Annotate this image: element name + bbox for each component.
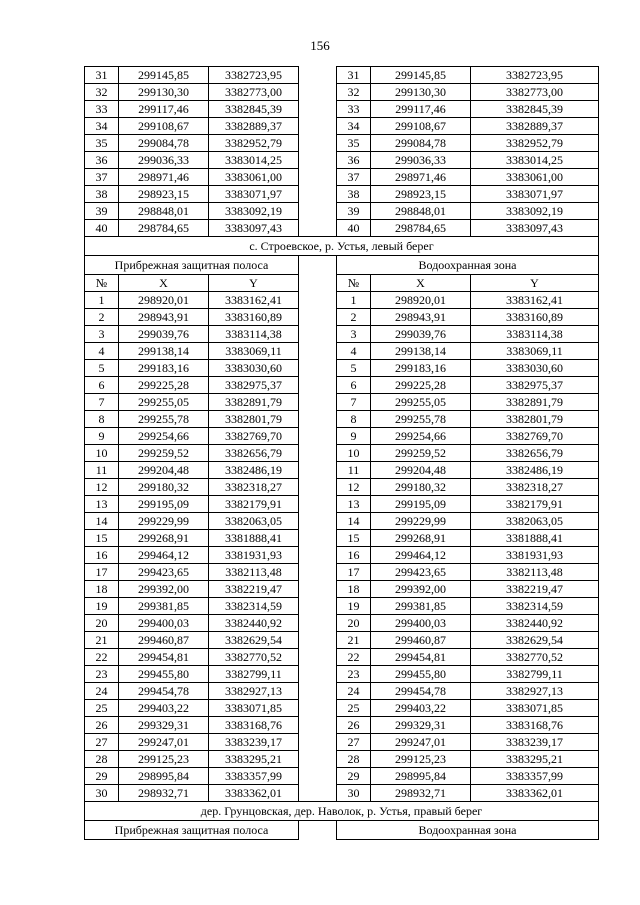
coord-x-left: 299125,23 [119, 751, 209, 768]
row-number-left: 30 [85, 785, 119, 802]
coord-y-left: 3382927,13 [209, 683, 299, 700]
coord-x-right: 299400,03 [371, 615, 471, 632]
top-rows [85, 67, 599, 237]
row-number-right: 33 [337, 101, 371, 118]
coord-y-left: 3383071,85 [209, 700, 299, 717]
coord-y-left: 3383295,21 [209, 751, 299, 768]
coord-y-left: 3382219,47 [209, 581, 299, 598]
table-row [85, 547, 599, 564]
row-number-right: 7 [337, 394, 371, 411]
row-number-right: 36 [337, 152, 371, 169]
coord-x-right: 299454,78 [371, 683, 471, 700]
row-number-left: 27 [85, 734, 119, 751]
row-number-left: 3 [85, 326, 119, 343]
coordinates-table [84, 66, 599, 840]
coord-x-right: 299117,46 [371, 101, 471, 118]
coord-y-right: 3383162,41 [471, 292, 599, 309]
coord-y-left: 3383071,97 [209, 186, 299, 203]
coord-x-right: 299423,65 [371, 564, 471, 581]
coord-x-right: 298920,01 [371, 292, 471, 309]
row-number-left: 22 [85, 649, 119, 666]
coord-x-right: 299229,99 [371, 513, 471, 530]
coord-x-right: 299454,81 [371, 649, 471, 666]
coord-y-right: 3383239,17 [471, 734, 599, 751]
coord-y-left: 3383357,99 [209, 768, 299, 785]
table-row [85, 309, 599, 326]
row-number-left: 32 [85, 84, 119, 101]
coord-y-right: 3383168,76 [471, 717, 599, 734]
coord-y-right: 3383092,19 [471, 203, 599, 220]
coord-y-right: 3382975,37 [471, 377, 599, 394]
row-number-left: 35 [85, 135, 119, 152]
coord-y-left: 3382952,79 [209, 135, 299, 152]
coord-x-right: 299455,80 [371, 666, 471, 683]
coord-x-right: 299247,01 [371, 734, 471, 751]
coord-y-right: 3382891,79 [471, 394, 599, 411]
coord-y-right: 3382723,95 [471, 67, 599, 84]
coord-x-right: 298848,01 [371, 203, 471, 220]
table-row [85, 717, 599, 734]
row-number-left: 31 [85, 67, 119, 84]
section1-rows [85, 292, 599, 802]
coord-x-left: 299195,09 [119, 496, 209, 513]
section1-header [85, 237, 599, 292]
coord-y-right: 3383071,85 [471, 700, 599, 717]
coord-x-left: 299259,52 [119, 445, 209, 462]
row-number-left: 28 [85, 751, 119, 768]
row-number-left: 19 [85, 598, 119, 615]
row-number-right: 12 [337, 479, 371, 496]
row-number-left: 15 [85, 530, 119, 547]
row-number-right: 23 [337, 666, 371, 683]
coord-y-right: 3383030,60 [471, 360, 599, 377]
row-number-right: 34 [337, 118, 371, 135]
coord-y-right: 3383014,25 [471, 152, 599, 169]
table-row [85, 326, 599, 343]
coord-y-left: 3382889,37 [209, 118, 299, 135]
coord-x-right: 299381,85 [371, 598, 471, 615]
coord-x-right: 299464,12 [371, 547, 471, 564]
table-row [85, 292, 599, 309]
row-number-right: 19 [337, 598, 371, 615]
table-row [85, 632, 599, 649]
coord-x-left: 299454,81 [119, 649, 209, 666]
table-row [85, 462, 599, 479]
coord-x-left: 299036,33 [119, 152, 209, 169]
coord-y-right: 3382952,79 [471, 135, 599, 152]
row-number-right: 5 [337, 360, 371, 377]
table-row [85, 84, 599, 101]
row-number-left: 20 [85, 615, 119, 632]
row-number-left: 37 [85, 169, 119, 186]
coord-y-right: 3382219,47 [471, 581, 599, 598]
coord-x-left: 299460,87 [119, 632, 209, 649]
row-number-right: 8 [337, 411, 371, 428]
coord-x-left: 299229,99 [119, 513, 209, 530]
row-number-right: 28 [337, 751, 371, 768]
row-number-right: 11 [337, 462, 371, 479]
row-number-right: 38 [337, 186, 371, 203]
coord-x-left: 299255,78 [119, 411, 209, 428]
coord-y-left: 3382723,95 [209, 67, 299, 84]
row-number-left: 10 [85, 445, 119, 462]
coord-x-left: 298932,71 [119, 785, 209, 802]
row-number-left: 12 [85, 479, 119, 496]
coord-y-left: 3383092,19 [209, 203, 299, 220]
coord-y-left: 3382314,59 [209, 598, 299, 615]
row-number-left: 7 [85, 394, 119, 411]
row-number-right: 37 [337, 169, 371, 186]
row-number-right: 14 [337, 513, 371, 530]
table-row [85, 411, 599, 428]
coord-x-left: 299130,30 [119, 84, 209, 101]
coord-y-right: 3382889,37 [471, 118, 599, 135]
coord-x-right: 298932,71 [371, 785, 471, 802]
table-row [85, 67, 599, 84]
row-number-left: 16 [85, 547, 119, 564]
coord-x-right: 299255,78 [371, 411, 471, 428]
coord-y-right: 3383097,43 [471, 220, 599, 237]
table-row [85, 649, 599, 666]
table-row [85, 445, 599, 462]
row-number-right: 22 [337, 649, 371, 666]
coord-y-left: 3383162,41 [209, 292, 299, 309]
coord-x-right: 299084,78 [371, 135, 471, 152]
coord-x-left: 299455,80 [119, 666, 209, 683]
table-row [85, 700, 599, 717]
col-x-left: X [119, 275, 209, 292]
coord-y-left: 3383069,11 [209, 343, 299, 360]
row-number-right: 10 [337, 445, 371, 462]
coord-x-left: 299138,14 [119, 343, 209, 360]
row-number-left: 38 [85, 186, 119, 203]
row-number-right: 13 [337, 496, 371, 513]
row-number-right: 24 [337, 683, 371, 700]
coord-x-left: 299268,91 [119, 530, 209, 547]
table-row [85, 428, 599, 445]
coord-y-right: 3382927,13 [471, 683, 599, 700]
row-number-right: 27 [337, 734, 371, 751]
coord-y-left: 3382656,79 [209, 445, 299, 462]
coord-y-right: 3382656,79 [471, 445, 599, 462]
coord-y-left: 3383061,00 [209, 169, 299, 186]
table-row [85, 479, 599, 496]
coord-x-right: 298971,46 [371, 169, 471, 186]
row-number-right: 6 [337, 377, 371, 394]
section2-left-heading: Прибрежная защитная полоса [85, 821, 299, 840]
section1-left-heading: Прибрежная защитная полоса [85, 256, 299, 275]
coord-x-right: 299195,09 [371, 496, 471, 513]
coord-y-left: 3383168,76 [209, 717, 299, 734]
table-row [85, 186, 599, 203]
row-number-left: 11 [85, 462, 119, 479]
section1-right-heading: Водоохранная зона [337, 256, 599, 275]
row-number-right: 26 [337, 717, 371, 734]
coord-y-left: 3382113,48 [209, 564, 299, 581]
table-row [85, 169, 599, 186]
coord-y-right: 3383295,21 [471, 751, 599, 768]
row-number-left: 39 [85, 203, 119, 220]
coord-y-left: 3382629,54 [209, 632, 299, 649]
table-row [85, 768, 599, 785]
coord-x-left: 299084,78 [119, 135, 209, 152]
row-number-right: 15 [337, 530, 371, 547]
coord-x-left: 299381,85 [119, 598, 209, 615]
coord-x-right: 299036,33 [371, 152, 471, 169]
coord-y-left: 3382063,05 [209, 513, 299, 530]
col-y-right: Y [471, 275, 599, 292]
row-number-left: 13 [85, 496, 119, 513]
coord-y-right: 3383357,99 [471, 768, 599, 785]
row-number-right: 25 [337, 700, 371, 717]
coord-x-right: 299180,32 [371, 479, 471, 496]
row-number-left: 23 [85, 666, 119, 683]
coord-y-right: 3382845,39 [471, 101, 599, 118]
row-number-right: 4 [337, 343, 371, 360]
coord-x-left: 299423,65 [119, 564, 209, 581]
table-row [85, 101, 599, 118]
coord-y-right: 3382799,11 [471, 666, 599, 683]
coord-x-left: 299400,03 [119, 615, 209, 632]
coord-x-right: 299204,48 [371, 462, 471, 479]
coord-x-right: 298923,15 [371, 186, 471, 203]
table-row [85, 581, 599, 598]
coord-x-right: 299329,31 [371, 717, 471, 734]
coord-y-left: 3383114,38 [209, 326, 299, 343]
coord-x-right: 299039,76 [371, 326, 471, 343]
coord-y-left: 3382318,27 [209, 479, 299, 496]
row-number-left: 4 [85, 343, 119, 360]
coord-x-left: 298971,46 [119, 169, 209, 186]
row-number-right: 29 [337, 768, 371, 785]
table-row [85, 118, 599, 135]
coord-y-right: 3382773,00 [471, 84, 599, 101]
coord-x-left: 299108,67 [119, 118, 209, 135]
table-row [85, 496, 599, 513]
row-number-right: 20 [337, 615, 371, 632]
section2-header [85, 802, 599, 840]
coord-x-right: 299254,66 [371, 428, 471, 445]
coord-x-left: 298848,01 [119, 203, 209, 220]
coord-y-left: 3382440,92 [209, 615, 299, 632]
col-x-right: X [371, 275, 471, 292]
coord-x-right: 299225,28 [371, 377, 471, 394]
row-number-right: 39 [337, 203, 371, 220]
row-number-left: 21 [85, 632, 119, 649]
table-row [85, 220, 599, 237]
row-number-left: 9 [85, 428, 119, 445]
coord-x-left: 299225,28 [119, 377, 209, 394]
table-row [85, 530, 599, 547]
row-number-right: 30 [337, 785, 371, 802]
coord-x-left: 298923,15 [119, 186, 209, 203]
row-number-right: 1 [337, 292, 371, 309]
row-number-right: 9 [337, 428, 371, 445]
coord-y-right: 3381888,41 [471, 530, 599, 547]
coord-x-right: 299130,30 [371, 84, 471, 101]
row-number-left: 26 [85, 717, 119, 734]
table-row [85, 785, 599, 802]
coord-y-right: 3383061,00 [471, 169, 599, 186]
coord-x-left: 299145,85 [119, 67, 209, 84]
coord-y-left: 3383362,01 [209, 785, 299, 802]
coord-x-left: 299117,46 [119, 101, 209, 118]
coord-x-right: 299138,14 [371, 343, 471, 360]
coord-x-right: 299145,85 [371, 67, 471, 84]
row-number-right: 3 [337, 326, 371, 343]
coord-y-left: 3382975,37 [209, 377, 299, 394]
table-row [85, 666, 599, 683]
coord-y-right: 3382801,79 [471, 411, 599, 428]
table-row [85, 615, 599, 632]
row-number-right: 21 [337, 632, 371, 649]
coord-x-right: 299108,67 [371, 118, 471, 135]
coord-x-left: 299403,22 [119, 700, 209, 717]
coord-x-left: 299183,16 [119, 360, 209, 377]
row-number-right: 32 [337, 84, 371, 101]
coord-x-right: 299392,00 [371, 581, 471, 598]
coord-y-right: 3381931,93 [471, 547, 599, 564]
coord-x-left: 299329,31 [119, 717, 209, 734]
section2-title: дер. Грунцовская, дер. Наволок, р. Устья, правый берег [85, 802, 599, 821]
coord-y-right: 3382314,59 [471, 598, 599, 615]
row-number-left: 14 [85, 513, 119, 530]
coord-y-right: 3383114,38 [471, 326, 599, 343]
table-row [85, 135, 599, 152]
coord-y-right: 3382769,70 [471, 428, 599, 445]
coord-y-right: 3382629,54 [471, 632, 599, 649]
row-number-left: 18 [85, 581, 119, 598]
coord-x-right: 298784,65 [371, 220, 471, 237]
row-number-left: 29 [85, 768, 119, 785]
section1-title: с. Строевское, р. Устья, левый берег [85, 237, 599, 256]
coord-x-right: 299259,52 [371, 445, 471, 462]
coord-y-left: 3383097,43 [209, 220, 299, 237]
coord-x-left: 299255,05 [119, 394, 209, 411]
table-row [85, 203, 599, 220]
coord-x-left: 298995,84 [119, 768, 209, 785]
row-number-left: 33 [85, 101, 119, 118]
row-number-left: 6 [85, 377, 119, 394]
coord-y-left: 3383239,17 [209, 734, 299, 751]
coord-y-left: 3382179,91 [209, 496, 299, 513]
table-row [85, 377, 599, 394]
row-number-right: 40 [337, 220, 371, 237]
row-number-left: 1 [85, 292, 119, 309]
coord-y-right: 3382113,48 [471, 564, 599, 581]
table-row [85, 598, 599, 615]
coord-y-right: 3382179,91 [471, 496, 599, 513]
coord-y-left: 3383014,25 [209, 152, 299, 169]
coord-y-right: 3382486,19 [471, 462, 599, 479]
coord-x-left: 298920,01 [119, 292, 209, 309]
coord-y-right: 3382318,27 [471, 479, 599, 496]
coord-x-right: 298943,91 [371, 309, 471, 326]
table-row [85, 683, 599, 700]
page-number: 156 [310, 38, 330, 53]
coord-x-left: 298943,91 [119, 309, 209, 326]
coord-y-right: 3383069,11 [471, 343, 599, 360]
coord-x-left: 299454,78 [119, 683, 209, 700]
table-row [85, 343, 599, 360]
coord-y-left: 3382486,19 [209, 462, 299, 479]
coord-x-left: 299464,12 [119, 547, 209, 564]
coord-x-right: 298995,84 [371, 768, 471, 785]
row-number-right: 18 [337, 581, 371, 598]
row-number-left: 40 [85, 220, 119, 237]
row-number-left: 5 [85, 360, 119, 377]
coord-y-left: 3381931,93 [209, 547, 299, 564]
coord-y-right: 3382770,52 [471, 649, 599, 666]
coord-x-right: 299125,23 [371, 751, 471, 768]
coord-y-left: 3382801,79 [209, 411, 299, 428]
coord-y-right: 3382440,92 [471, 615, 599, 632]
table-row [85, 734, 599, 751]
table-row [85, 751, 599, 768]
coord-x-right: 299183,16 [371, 360, 471, 377]
coord-x-left: 299254,66 [119, 428, 209, 445]
row-number-left: 25 [85, 700, 119, 717]
table-row [85, 360, 599, 377]
coord-y-left: 3381888,41 [209, 530, 299, 547]
row-number-right: 31 [337, 67, 371, 84]
coord-y-left: 3382770,52 [209, 649, 299, 666]
coord-x-right: 299255,05 [371, 394, 471, 411]
coord-y-left: 3382799,11 [209, 666, 299, 683]
section2-right-heading: Водоохранная зона [337, 821, 599, 840]
row-number-left: 36 [85, 152, 119, 169]
table-row [85, 513, 599, 530]
col-y-left: Y [209, 275, 299, 292]
row-number-left: 2 [85, 309, 119, 326]
table-row [85, 564, 599, 581]
row-number-right: 35 [337, 135, 371, 152]
coord-x-left: 299180,32 [119, 479, 209, 496]
row-number-right: 2 [337, 309, 371, 326]
coord-y-right: 3383071,97 [471, 186, 599, 203]
coord-x-left: 299039,76 [119, 326, 209, 343]
coord-y-right: 3382063,05 [471, 513, 599, 530]
coord-y-left: 3383160,89 [209, 309, 299, 326]
coord-y-left: 3382773,00 [209, 84, 299, 101]
row-number-right: 17 [337, 564, 371, 581]
col-no-right: № [337, 275, 371, 292]
row-number-left: 24 [85, 683, 119, 700]
coord-x-left: 299392,00 [119, 581, 209, 598]
coord-y-left: 3382845,39 [209, 101, 299, 118]
row-number-left: 34 [85, 118, 119, 135]
coord-y-left: 3383030,60 [209, 360, 299, 377]
table-row [85, 152, 599, 169]
coord-x-right: 299268,91 [371, 530, 471, 547]
coord-x-left: 299204,48 [119, 462, 209, 479]
coord-y-right: 3383362,01 [471, 785, 599, 802]
row-number-left: 8 [85, 411, 119, 428]
coord-y-right: 3383160,89 [471, 309, 599, 326]
table-row [85, 394, 599, 411]
coord-x-left: 298784,65 [119, 220, 209, 237]
coord-x-right: 299403,22 [371, 700, 471, 717]
coord-y-left: 3382769,70 [209, 428, 299, 445]
coord-x-left: 299247,01 [119, 734, 209, 751]
coord-x-right: 299460,87 [371, 632, 471, 649]
row-number-left: 17 [85, 564, 119, 581]
coord-y-left: 3382891,79 [209, 394, 299, 411]
col-no-left: № [85, 275, 119, 292]
row-number-right: 16 [337, 547, 371, 564]
